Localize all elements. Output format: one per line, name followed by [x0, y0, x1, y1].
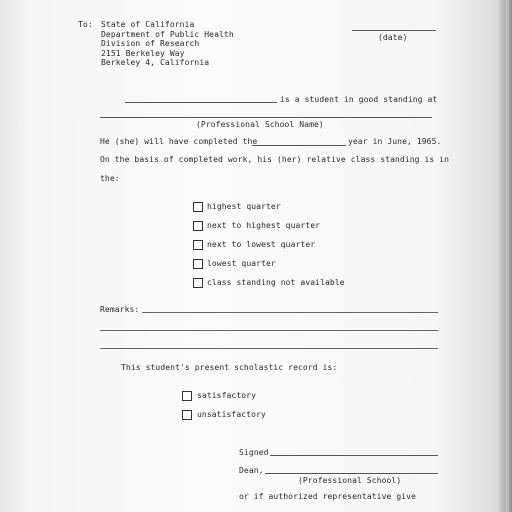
date-field[interactable] [352, 30, 436, 31]
authorized-text: or if authorized representative give [239, 492, 416, 501]
option-next-to-highest: next to highest quarter [207, 221, 321, 230]
school-name-label: (Professional School Name) [196, 120, 324, 129]
dean-field[interactable] [265, 473, 438, 474]
remarks-line-2[interactable] [100, 330, 438, 331]
standing-text: is a student in good standing at [280, 95, 438, 104]
remarks-line-1[interactable] [142, 312, 438, 313]
basis-text: On the basis of completed work, his (her) relative class standing is in [100, 155, 450, 164]
option-lowest-quarter: lowest quarter [207, 259, 276, 268]
address-line-5: Berkeley 4, California [101, 58, 210, 67]
checkbox-highest-quarter[interactable] [193, 202, 203, 212]
option-satisfactory: satisfactory [197, 391, 256, 400]
dean-label: Dean, [239, 466, 264, 475]
record-text: This student's present scholastic record is: [121, 363, 338, 372]
basis-text-2: the: [100, 174, 120, 183]
checkbox-next-to-lowest[interactable] [193, 240, 203, 250]
date-label: (date) [378, 33, 408, 42]
signature-field[interactable] [270, 455, 438, 456]
option-not-available: class standing not available [207, 278, 345, 287]
student-name-field[interactable] [125, 102, 277, 103]
remarks-label: Remarks: [100, 305, 140, 314]
checkbox-not-available[interactable] [193, 278, 203, 288]
completed-suffix: year in June, 1965. [348, 137, 442, 146]
to-label: To: [78, 20, 93, 29]
completed-prefix: He (she) will have completed the [100, 137, 258, 146]
option-next-to-lowest: next to lowest quarter [207, 240, 316, 249]
checkbox-lowest-quarter[interactable] [193, 259, 203, 269]
remarks-line-3[interactable] [100, 348, 438, 349]
checkbox-next-to-highest[interactable] [193, 221, 203, 231]
option-unsatisfactory: unsatisfactory [197, 410, 266, 419]
address-line-4: 2151 Berkeley Way [101, 49, 185, 58]
checkbox-unsatisfactory[interactable] [182, 410, 192, 420]
signed-label: Signed [239, 448, 269, 457]
dean-sub-label: (Professional School) [298, 476, 402, 485]
checkbox-satisfactory[interactable] [182, 391, 192, 401]
address-line-2: Department of Public Health [101, 30, 234, 39]
year-field[interactable] [252, 145, 346, 146]
option-highest-quarter: highest quarter [207, 202, 281, 211]
school-name-field[interactable] [100, 117, 432, 118]
address-line-1: State of California [101, 20, 195, 29]
address-line-3: Division of Research [101, 39, 200, 48]
page-edge-shadow [506, 0, 512, 512]
